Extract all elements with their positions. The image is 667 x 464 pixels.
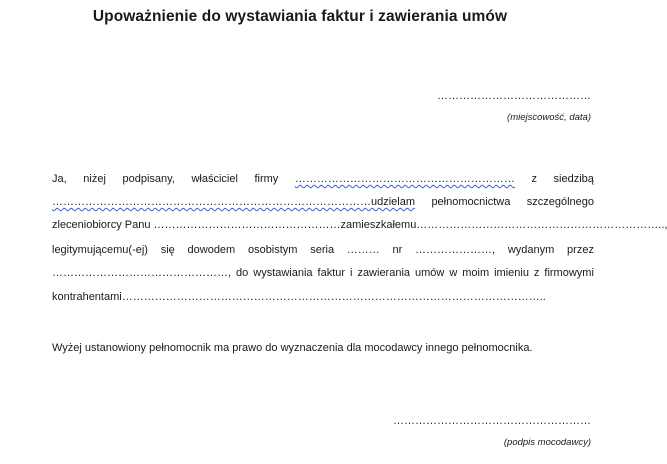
- body-paragraph-2: Wyżej ustanowiony pełnomocnik ma prawo do wyznaczenia dla mocodawcy innego pełnomocnika.: [52, 342, 533, 354]
- signature-caption: (podpis mocodawcy): [503, 437, 591, 448]
- body-line-1: Ja, niżej podpisany, właściciel firmy …………………………………………………… z siedzibą: [52, 173, 594, 185]
- place-date-line: ……………………………………: [437, 90, 591, 102]
- body-line-3: zleceniobiorcy Panu ……………………………………………zamieszkałemu…………………………………………………………..,: [52, 219, 667, 231]
- signature-line: ………………………………………………: [393, 415, 591, 427]
- company-name-blank: ……………………………………………………: [294, 173, 515, 185]
- body-line-5: …………………………………………, do wystawiania faktur i zawierania umów w moim imieniu z firmowymi: [52, 267, 594, 279]
- body-line-2: ……………………………………………………………………………udzielam pełnomocnictwa szczególnego: [52, 196, 594, 208]
- body-line-4: legitymującemu(-ej) się dowodem osobistym seria ……… nr …………………, wydanym przez: [52, 244, 594, 256]
- place-date-caption: (miejscowość, data): [507, 112, 591, 123]
- seat-blank: ……………………………………………………………………………udzielam: [52, 196, 416, 208]
- body-line-6: kontrahentami……………………………………………………………………………………………………..: [52, 291, 546, 303]
- document-title: Upoważnienie do wystawiania faktur i zawierania umów: [92, 8, 508, 25]
